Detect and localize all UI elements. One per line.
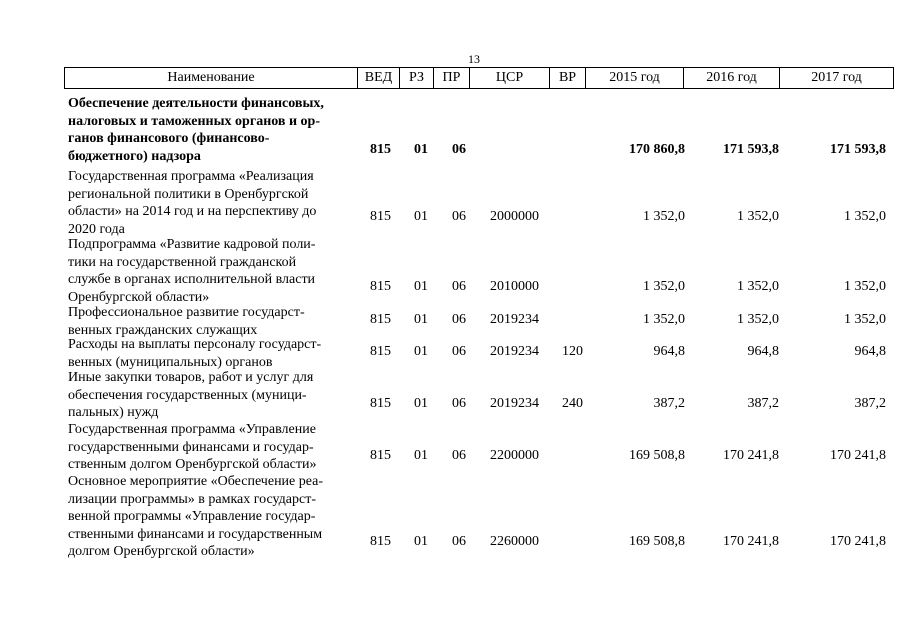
- row-value-2016: 170 241,8: [723, 448, 779, 463]
- row-value-2015: 169 508,8: [629, 534, 685, 549]
- header-csr: ЦСР: [469, 68, 549, 88]
- row-csr: 2260000: [490, 534, 539, 549]
- row-ved: 815: [370, 448, 391, 463]
- row-value-2017: 1 352,0: [844, 279, 886, 294]
- row-pr: 06: [452, 534, 466, 549]
- row-value-2015: 169 508,8: [629, 448, 685, 463]
- row-rz: 01: [414, 344, 428, 359]
- row-value-2015: 1 352,0: [643, 209, 685, 224]
- row-value-2016: 387,2: [747, 396, 779, 411]
- row-rz: 01: [414, 209, 428, 224]
- row-value-2016: 964,8: [747, 344, 779, 359]
- row-value-2015: 1 352,0: [643, 312, 685, 327]
- table-header: [64, 67, 894, 89]
- header-rz: РЗ: [399, 68, 433, 88]
- row-ved: 815: [370, 279, 391, 294]
- row-rz: 01: [414, 279, 428, 294]
- row-value-2017: 964,8: [854, 344, 886, 359]
- row-rz: 01: [414, 448, 428, 463]
- row-value-2016: 1 352,0: [737, 312, 779, 327]
- row-value-2017: 171 593,8: [830, 142, 886, 157]
- page-number: 13: [468, 52, 480, 66]
- row-csr: 2019234: [490, 396, 539, 411]
- row-csr: 2000000: [490, 209, 539, 224]
- row-name: Государственная программа «Реализация региональной политики в Оренбургской области» на 2014 год и на перспективу до 2020 года: [68, 169, 317, 237]
- row-pr: 06: [452, 396, 466, 411]
- row-value-2017: 170 241,8: [830, 534, 886, 549]
- row-ved: 815: [370, 396, 391, 411]
- row-vr: 240: [562, 396, 583, 411]
- row-csr: 2200000: [490, 448, 539, 463]
- row-pr: 06: [452, 209, 466, 224]
- row-value-2015: 964,8: [653, 344, 685, 359]
- header-2016: 2016 год: [683, 68, 779, 88]
- row-pr: 06: [452, 279, 466, 294]
- row-ved: 815: [370, 142, 391, 157]
- header-2017: 2017 год: [779, 68, 893, 88]
- row-value-2016: 1 352,0: [737, 279, 779, 294]
- header-ved: ВЕД: [357, 68, 399, 88]
- row-value-2015: 1 352,0: [643, 279, 685, 294]
- row-value-2016: 171 593,8: [723, 142, 779, 157]
- row-value-2017: 1 352,0: [844, 312, 886, 327]
- row-csr: 2010000: [490, 279, 539, 294]
- row-name: Государственная программа «Управление государственными финансами и государ- ственным долгом Оренбургской области»: [68, 422, 317, 472]
- row-name: Иные закупки товаров, работ и услуг для обеспечения государственных (муници- пальных) нужд: [68, 370, 314, 420]
- row-value-2016: 170 241,8: [723, 534, 779, 549]
- row-rz: 01: [414, 312, 428, 327]
- row-ved: 815: [370, 209, 391, 224]
- row-name: Обеспечение деятельности финансовых, налоговых и таможенных органов и ор- ганов финансового (финансово- бюджетного) надзора: [68, 96, 324, 164]
- row-rz: 01: [414, 396, 428, 411]
- header-pr: ПР: [433, 68, 469, 88]
- row-pr: 06: [452, 142, 466, 157]
- row-rz: 01: [414, 534, 428, 549]
- header-name: Наименование: [167, 70, 255, 85]
- row-ved: 815: [370, 534, 391, 549]
- row-value-2017: 170 241,8: [830, 448, 886, 463]
- row-csr: 2019234: [490, 344, 539, 359]
- row-rz: 01: [414, 142, 428, 157]
- row-vr: 120: [562, 344, 583, 359]
- row-value-2016: 1 352,0: [737, 209, 779, 224]
- row-name: Профессиональное развитие государст- венных гражданских служащих: [68, 305, 305, 338]
- row-ved: 815: [370, 312, 391, 327]
- row-value-2015: 387,2: [653, 396, 685, 411]
- row-name: Основное мероприятие «Обеспечение реа- лизации программы» в рамках государст- венной программы «Управление государ- ственными финансами и государственным долгом Оренбургской области»: [68, 474, 324, 559]
- row-csr: 2019234: [490, 312, 539, 327]
- row-name: Расходы на выплаты персоналу государст- венных (муниципальных) органов: [68, 337, 322, 370]
- row-value-2015: 170 860,8: [629, 142, 685, 157]
- row-pr: 06: [452, 448, 466, 463]
- header-vr: ВР: [549, 68, 585, 88]
- header-2015: 2015 год: [585, 68, 683, 88]
- row-value-2017: 387,2: [854, 396, 886, 411]
- row-pr: 06: [452, 312, 466, 327]
- row-ved: 815: [370, 344, 391, 359]
- row-value-2017: 1 352,0: [844, 209, 886, 224]
- row-pr: 06: [452, 344, 466, 359]
- row-name: Подпрограмма «Развитие кадровой поли- тики на государственной гражданской службе в органах исполнительной власти Оренбургской области»: [68, 237, 316, 305]
